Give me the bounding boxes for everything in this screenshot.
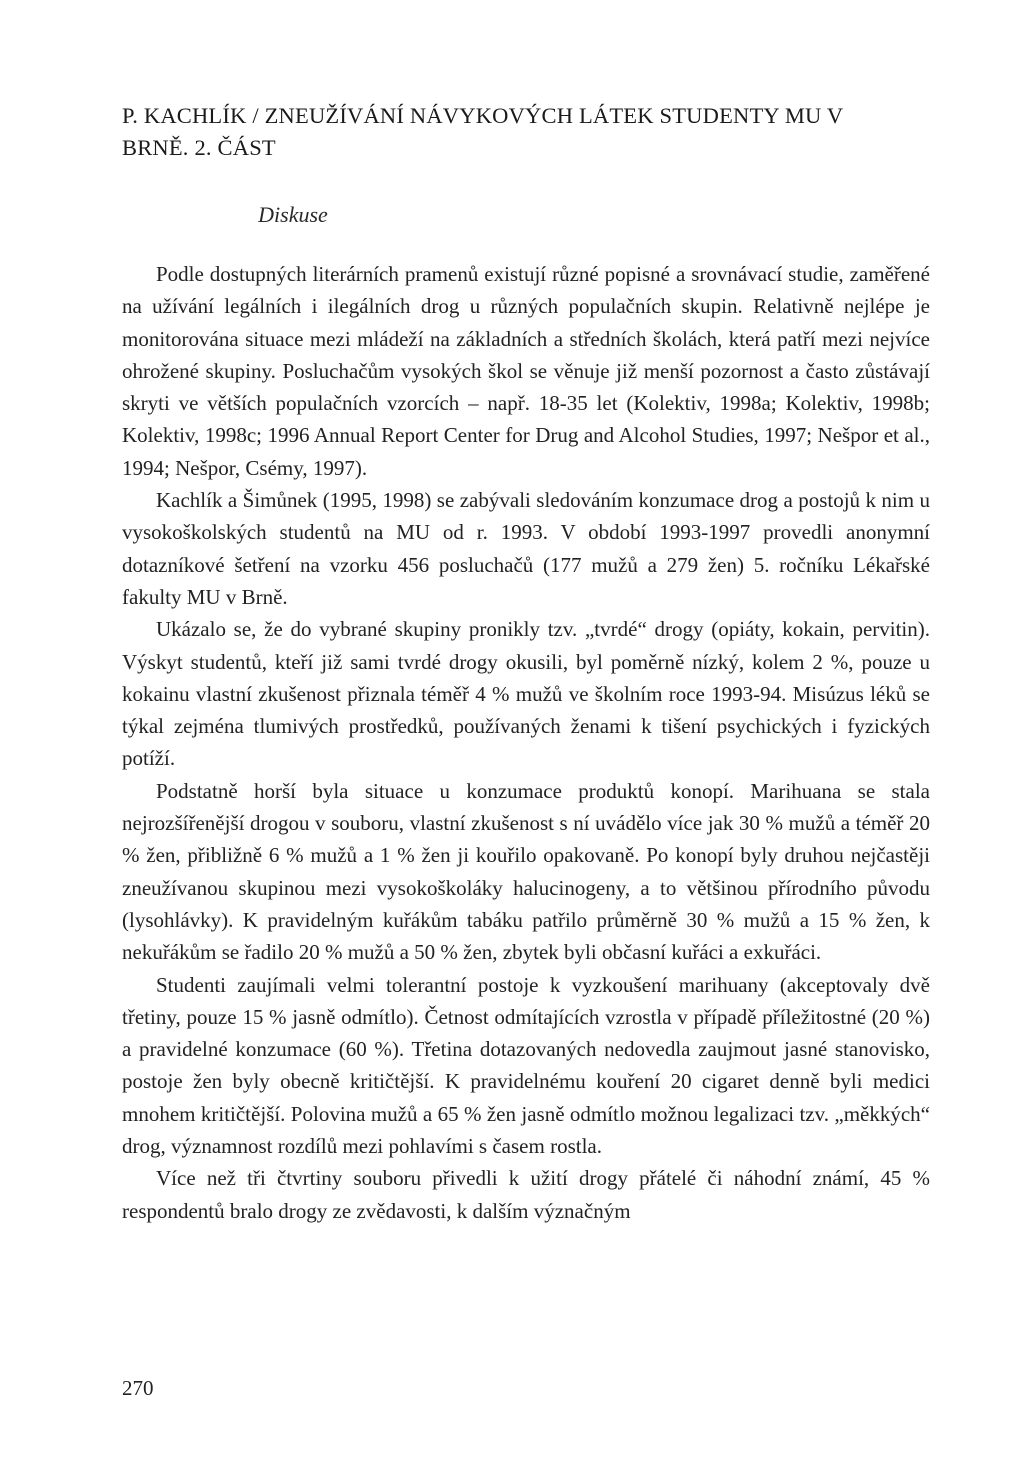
body-text <box>122 258 930 1227</box>
page-number: 270 <box>122 1376 154 1400</box>
paragraph: Podstatně horší byla situace u konzumace produktů konopí. Marihuana se stala nejrozšířenější drogou v souboru, vlastní zkušenost s ní uvádělo více jak 30 % mužů a téměř 20 % žen, přibližně 6 % mužů a 1 % žen ji kouřilo opakovaně. Po konopí byly druhou nejčastěji zneužívanou skupinou mezi vysokoškoláky halucinogeny, a to většinou přírodního původu (lysohlávky). K pravidelným kuřákům tabáku patřilo průměrně 30 % mužů a 15 % žen, k nekuřákům se řadilo 20 % mužů a 50 % žen, zbytek byli občasní kuřáci a exkuřáci. <box>122 778 930 965</box>
section-title: Diskuse <box>258 202 328 227</box>
paragraph: Studenti zaujímali velmi tolerantní postoje k vyzkoušení marihuany (akceptovaly dvě třetiny, pouze 15 % jasně odmítlo). Četnost odmítajících vzrostla v případě příležitostné (20 %) a pravidelné konzumace (60 %). Třetina dotazovaných nedovedla zaujmout jasné stanovisko, postoje žen byly obecně kritičtější. K pravidelnému kouření 20 cigaret denně byli medici mnohem kritičtější. Polovina mužů a 65 % žen jasně odmítlo možnou legalizaci tzv. „měkkých“ drog, významnost rozdílů mezi pohlavími s časem rostla. <box>122 972 930 1159</box>
paragraph: Ukázalo se, že do vybrané skupiny pronikly tzv. „tvrdé“ drogy (opiáty, kokain, pervitin). Výskyt studentů, kteří již sami tvrdé drogy okusili, byl poměrně nízký, kolem 2 %, pouze u kokainu vlastní zkušenost přiznala téměř 4 % mužů ve školním roce 1993-94. Misúzus léků se týkal zejména tlumivých prostředků, používaných ženami k tišení psychických i fyzických potíží. <box>122 617 930 771</box>
paragraph: Kachlík a Šimůnek (1995, 1998) se zabývali sledováním konzumace drog a postojů k nim u vysokoškolských studentů na MU od r. 1993. V období 1993-1997 provedli anonymní dotazníkové šetření na vzorku 456 posluchačů (177 mužů a 279 žen) 5. ročníku Lékařské fakulty MU v Brně. <box>122 488 930 609</box>
paragraph: Více než tři čtvrtiny souboru přivedli k užití drogy přátelé či náhodní známí, 45 % respondentů bralo drogy ze zvědavosti, k dalším význačným <box>122 1166 930 1223</box>
running-header: P. KACHLÍK / ZNEUŽÍVÁNÍ NÁVYKOVÝCH LÁTEK STUDENTY MU V BRNĚ. 2. ČÁST <box>122 103 843 160</box>
paragraph: Podle dostupných literárních pramenů existují různé popisné a srovnávací studie, zaměřené na užívání legálních i ilegálních drog u různých populačních skupin. Relativně nejlépe je monitorována situace mezi mládeží na základních a středních školách, která patří mezi nejvíce ohrožené skupiny. Posluchačům vysokých škol se věnuje již menší pozornost a často zůstávají skryti ve větších populačních vzorcích – např. 18-35 let (Kolektiv, 1998a; Kolektiv, 1998b; Kolektiv, 1998c; 1996 Annual Report Center for Drug and Alcohol Studies, 1997; Nešpor et al., 1994; Nešpor, Csémy, 1997). <box>122 262 930 480</box>
